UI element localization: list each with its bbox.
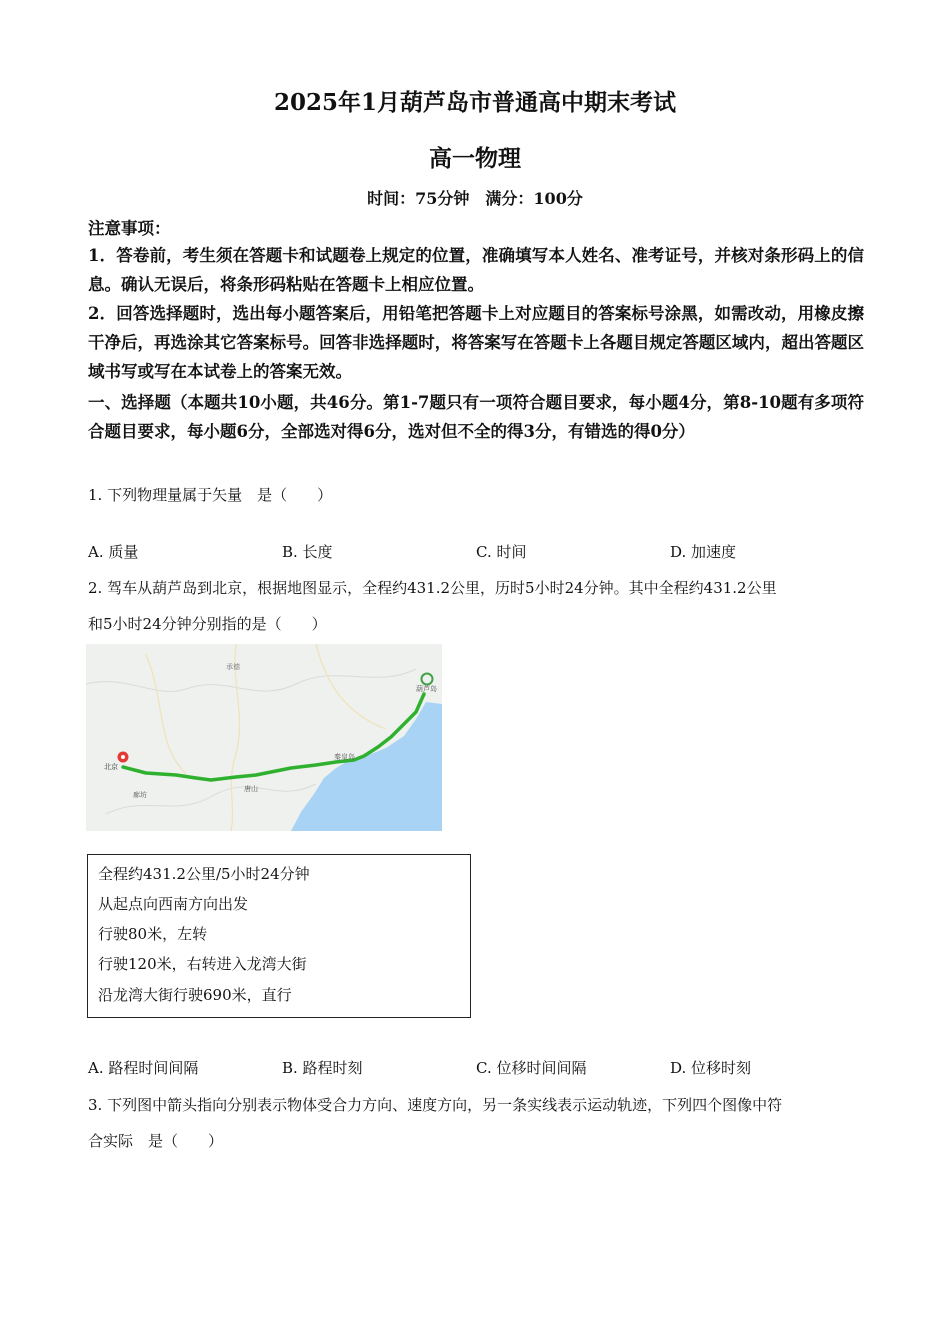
route-line-3: 行驶80米，左转 [98,925,208,943]
q1-option-d[interactable]: D. 加速度 [670,543,737,561]
route-map [86,644,442,831]
note-item-1: 1．答卷前，考生须在答题卡和试题卷上规定的位置，准确填写本人姓名、准考证号，并核对条形码上的信息。确认无误后，将条形码粘贴在答题卡上相应位置。 [88,246,864,294]
route-line-1: 全程约431.2公里/5小时24分钟 [98,865,310,883]
q1-option-c[interactable]: C. 时间 [476,543,527,561]
q2-option-c[interactable]: C. 位移时间间隔 [476,1059,587,1077]
map-label-chengde: 承德 [226,663,240,671]
question-3-stem-line2: 合实际 是（ ） [88,1132,224,1150]
q1-option-b[interactable]: B. 长度 [282,543,333,561]
question-2-stem-line2: 和5小时24分钟分别指的是（ ） [88,615,327,633]
note-item-2: 2．回答选择题时，选出每小题答案后，用铅笔把答题卡上对应题目的答案标号涂黑，如需改动，用橡皮擦干净后，再选涂其它答案标号。回答非选择题时，将答案写在答题卡上各题目规定答题区域内，超出答题区域书写或写在本试卷上的答案无效。 [88,304,864,381]
route-line-5: 沿龙湾大街行驶690米，直行 [98,986,292,1004]
q1-option-a[interactable]: A. 质量 [88,543,139,561]
question-3-stem-line1: 3. 下列图中箭头指向分别表示物体受合力方向、速度方向，另一条实线表示运动轨迹，下列四个图像中符 [88,1096,783,1114]
route-info-box [87,854,471,1018]
map-label-qinhuangdao: 秦皇岛 [334,753,355,761]
map-label-tangshan: 唐山 [244,785,258,793]
route-line-2: 从起点向西南方向出发 [98,895,249,913]
q2-option-d[interactable]: D. 位移时刻 [670,1059,752,1077]
exam-subject: 高一物理 [429,145,521,172]
question-2-stem-line1: 2. 驾车从葫芦岛到北京，根据地图显示，全程约431.2公里，历时5小时24分钟。其中全程约431.2公里 [88,579,777,597]
map-label-huludao: 葫芦岛 [416,685,437,693]
notes-heading: 注意事项： [88,219,171,238]
map-label-beijing: 北京 [104,763,118,771]
route-line-4: 行驶120米，右转进入龙湾大街 [98,955,307,973]
map-label-langfang: 廊坊 [133,791,147,799]
exam-title: 2025年1月葫芦岛市普通高中期末考试 [273,89,677,116]
exam-time-info: 时间：75分钟 满分：100分 [367,189,583,208]
q2-option-b[interactable]: B. 路程时刻 [282,1059,363,1077]
question-1-stem: 1. 下列物理量属于矢量 是（ ） [88,486,333,504]
section1-heading: 一、选择题（本题共10小题，共46分。第1-7题只有一项符合题目要求，每小题4分，第8-10题有多项符合题目要求，每小题6分，全部选对得6分，选对但不全的得3分，有错选的得0分） [88,393,864,441]
q2-option-a[interactable]: A. 路程时间间隔 [88,1059,199,1077]
